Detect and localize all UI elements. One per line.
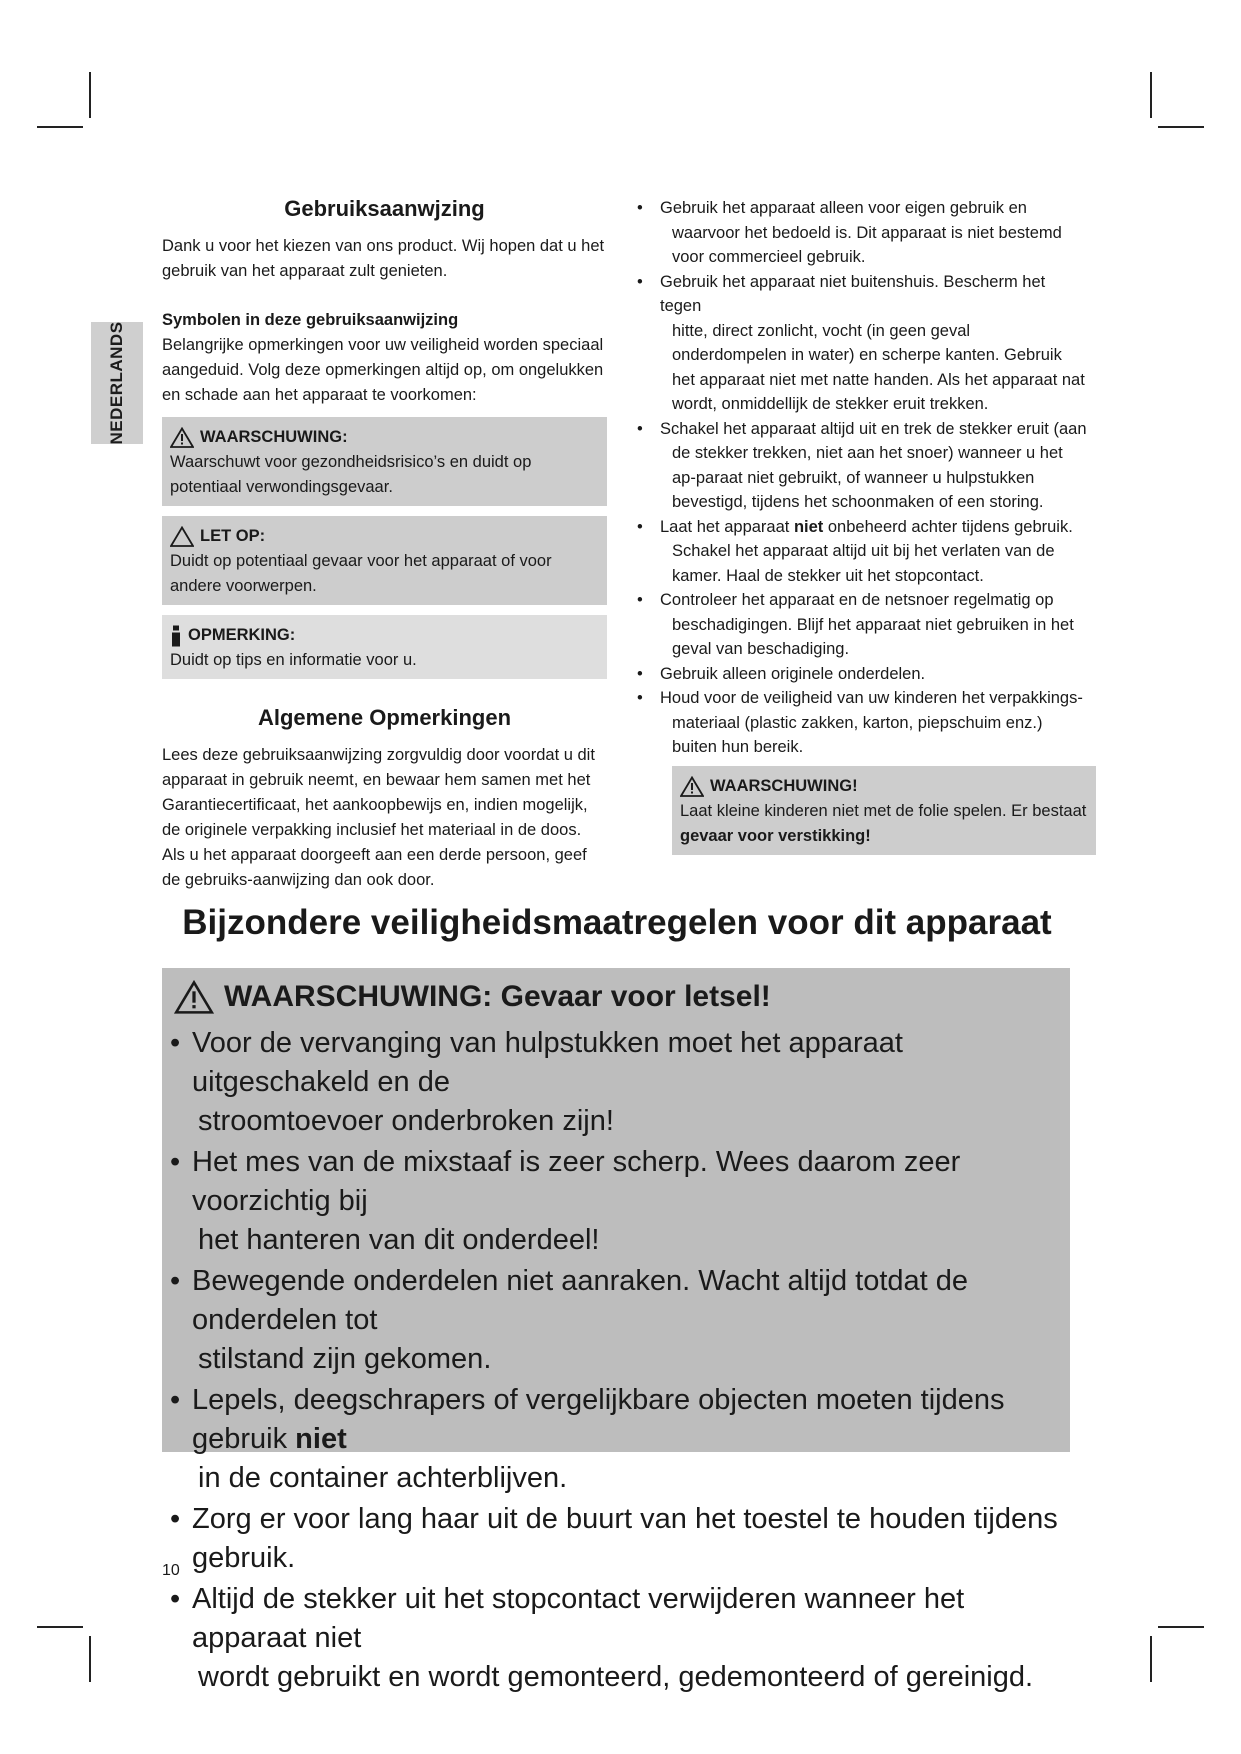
list-item: • Houd voor de veiligheid van uw kinderen het verpakkings- materiaal (plastic zakken, karton, piepschuim enz.) buiten hun bereik.	[637, 689, 1083, 756]
left-column	[162, 196, 607, 893]
page-number: 10	[162, 1562, 180, 1579]
list-item: • Gebruik het apparaat alleen voor eigen gebruik en waarvoor het bedoeld is. Dit apparaat is niet bestemd voor commercieel gebruik.	[637, 199, 1062, 266]
packaging-warning-label: WAARSCHUWING!	[710, 776, 858, 795]
packaging-warning-bold: gevaar voor verstikking!	[680, 826, 871, 845]
crop-mark	[1150, 1636, 1152, 1682]
intro-text: Dank u voor het kiezen van ons product. Wij hopen dat u het gebruik van het apparaat zult genieten.	[162, 237, 605, 280]
crop-mark	[89, 72, 91, 118]
general-title: Algemene Opmerkingen	[257, 705, 512, 730]
warning-text: Waarschuwt voor gezondheidsrisico’s en duidt op potentiaal verwondingsgevaar.	[170, 453, 532, 496]
warning-triangle-icon	[170, 427, 194, 448]
caution-text: Duidt op potentiaal gevaar voor het apparaat of voor andere voorwerpen.	[170, 552, 552, 595]
list-item: • Altijd de stekker uit het stopcontact verwijderen wanneer het apparaat niet wordt gebruikt en wordt gemonteerd, gedemonteerd of gereinigd.	[170, 1583, 1034, 1693]
list-item: • Gebruik alleen originele onderdelen.	[637, 664, 926, 683]
list-item: • Voor de vervanging van hulpstukken moet het apparaat uitgeschakeld en de stroomtoevoer onderbroken zijn!	[170, 1027, 903, 1137]
caution-triangle-icon	[170, 526, 194, 547]
safety-warning-heading: WAARSCHUWING: Gevaar voor letsel!	[224, 980, 771, 1013]
list-item: • Controleer het apparaat en de netsnoer regelmatig op beschadigingen. Blijf het apparaat niet gebruiken in het geval van beschadiging.	[637, 591, 1074, 658]
warning-label: WAARSCHUWING:	[200, 428, 348, 446]
note-text: Duidt op tips en informatie voor u.	[170, 651, 417, 669]
crop-mark	[1158, 1626, 1204, 1628]
crop-mark	[37, 126, 83, 128]
note-box	[162, 615, 607, 679]
list-item: • Laat het apparaat niet onbeheerd achter tijdens gebruik. Schakel het apparaat altijd uit bij het verlaten van de kamer. Haal de stekker uit het stopcontact.	[637, 517, 1073, 585]
manual-title: Gebruiksaanwjzing	[284, 196, 485, 221]
crop-mark	[37, 1626, 83, 1628]
list-item: • Gebruik het apparaat niet buitenshuis. Bescherm het tegen hitte, direct zonlicht, vocht (in geen geval onderdompelen in water) en scherpe kanten. Gebruik het apparaat niet met natte handen. Als het apparaat nat wordt, onmiddellijk de stekker eruit trekken.	[637, 272, 1085, 413]
crop-mark	[1150, 72, 1152, 118]
list-item: • Zorg er voor lang haar uit de buurt van het toestel te houden tijdens gebruik.	[170, 1503, 1058, 1574]
caution-label: LET OP:	[200, 527, 266, 545]
safety-title: Bijzondere veiligheidsmaatregelen voor dit apparaat	[182, 903, 1052, 942]
caution-box	[162, 516, 607, 605]
crop-mark	[89, 1636, 91, 1682]
language-tab-label: NEDERLANDS	[107, 321, 126, 445]
general-bullet-list	[634, 196, 1089, 760]
warning-triangle-icon	[680, 776, 704, 797]
list-item: • Bewegende onderdelen niet aanraken. Wacht altijd totdat de onderdelen tot stilstand zijn gekomen.	[170, 1265, 969, 1375]
note-label: OPMERKING:	[188, 626, 296, 644]
symbols-text: Belangrijke opmerkingen voor uw veiligheid worden speciaal aangeduid. Volg deze opmerkingen altijd op, om ongelukken en schade aan het apparaat te voorkomen:	[162, 336, 604, 404]
general-text: Lees deze gebruiksaanwijzing zorgvuldig door voordat u dit apparaat in gebruik neemt, en bewaar hem samen met het Garantiecertificaat, het aankoopbewijs en, indien mogelijk, de originele verpakking inclusief het materiaal in de doos. Als u het apparaat doorgeeft aan een derde persoon, geef de gebruiks-aanwijzing dan ook door.	[162, 746, 595, 889]
right-column	[634, 196, 1089, 855]
crop-mark	[1158, 126, 1204, 128]
safety-bullet-list	[162, 1024, 1070, 1699]
packaging-warning-text: Laat kleine kinderen niet met de folie spelen. Er bestaat	[680, 801, 1087, 820]
list-item: • Het mes van de mixstaaf is zeer scherp. Wees daarom zeer voorzichtig bij het hanteren van dit onderdeel!	[170, 1146, 961, 1256]
symbols-heading: Symbolen in deze gebruiksaanwijzing	[162, 311, 459, 329]
warning-triangle-icon	[174, 980, 214, 1014]
list-item: • Lepels, deegschrapers of vergelijkbare objecten moeten tijdens gebruik niet in de container achterblijven.	[170, 1384, 1005, 1494]
warning-box	[162, 417, 607, 506]
info-icon	[170, 625, 182, 647]
language-tab	[91, 322, 143, 444]
packaging-warning-box	[672, 766, 1096, 855]
list-item: • Schakel het apparaat altijd uit en trek de stekker eruit (aan de stekker trekken, niet aan het snoer) wanneer u het ap-paraat niet gebruikt, of wanneer u hulpstukken bevestigd, tijdens het schoonmaken of een storing.	[637, 419, 1087, 511]
